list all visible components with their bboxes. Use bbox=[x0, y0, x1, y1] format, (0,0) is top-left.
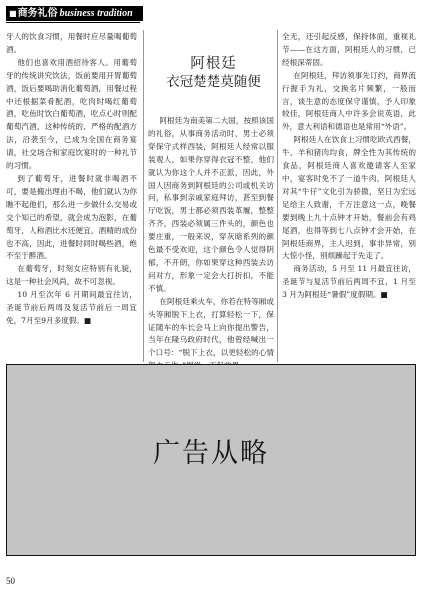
section-title-en: business tradition bbox=[59, 8, 133, 19]
column-divider bbox=[143, 30, 144, 362]
paragraph: 在葡萄牙，时刻女应特别有礼貌，这是一种社会风尚，故不可忽视。 bbox=[6, 264, 137, 287]
article-column-1 bbox=[6, 31, 137, 328]
paragraph: 在阿根廷，拜访须事先订约，商界流行握手为礼，交换名片频繁，一般而言，谈生意的态度保守谨慎，予人印象较佳，阿根廷商人中许多会说英语，此外，意大利语和德语也是常用“外语”。 bbox=[282, 70, 416, 132]
article-column-3 bbox=[282, 31, 416, 302]
page-number: 50 bbox=[6, 576, 15, 586]
advertisement-placeholder bbox=[6, 364, 416, 556]
advertisement-text: 广告从略 bbox=[153, 438, 269, 469]
header-rule bbox=[6, 22, 140, 23]
article-title bbox=[155, 55, 272, 91]
article-title-line2: 衣冠楚楚莫随便 bbox=[166, 74, 261, 90]
paragraph: 到了葡萄牙，进餐时就非喝酒不可，要是搬出理由不喝，他们就认为你瞧不起他们，那么进一步做什么交易或交个知己的希望，就会成为泡影，在葡萄牙，人称酒比水还便宜，酒精的成份也不高，因此，进餐时同时喝些酒，绝不至于醉酒。 bbox=[6, 173, 137, 261]
section-header bbox=[6, 6, 143, 21]
column-divider bbox=[277, 30, 278, 362]
paragraph: 10 月至次年 6 月期间最宜往访，圣诞节前后两周及复活节前后一周宜免，7月至9月多度假。■ bbox=[6, 290, 137, 325]
paragraph: 阿根廷为南美第二大国，按照该国的礼俗，从事商务活动时，男士必须穿保守式样西装，阿根廷人经常以服装观人，如果你穿得衣冠不整，他们就认为你这个人并不正派，因此，外国人因商务到阿根廷的公司或机关访问，私事到亲戚家庭拜访，甚至到餐厅吃饭，男士都必须西装革履，整整齐齐，西装必须属三件头的，颜色也要庄重，一般来说，穿灰暗系列的颜色最不受欢迎，这个颜色令人觉得阴郁，不开朗，你如果穿这种西装去访问对方，形象一定会大打折扣，不能不慎。 bbox=[148, 116, 274, 293]
paragraph: 全无，还引起反感，保持体面，重视礼节——在这方面，阿根廷人的习惯，已经根深蒂固。 bbox=[282, 32, 416, 67]
article-title-line1: 阿根廷 bbox=[190, 56, 237, 72]
paragraph: 阿根廷人在饮食上习惯吃欧式西餐，牛、羊和猪肉均食，牌全性为其传统的食品，阿根廷商人喜欢邀请客人至家中，宴客时免不了一道牛肉，阿根廷人对其“牛仔”文化引为骄傲，坚日为宏远足给主人致谢，千万注意这一点，晚餐要到晚上九十点钟才开始，餐前会有鸡尾酒，也得等到七八点钟才会开始，在阿根廷商界，主人迟到，事非异常，别大惊小怪，别烦躁起于先走了。 bbox=[282, 135, 416, 261]
paragraph: 牙人的饮食习惯，用餐时应尽量喝葡萄酒。 bbox=[6, 32, 137, 54]
section-title-cn: 商务礼俗 bbox=[17, 8, 58, 19]
square-bullet-icon: ■ bbox=[9, 9, 17, 18]
paragraph: 他们也喜欢用酒招待客人。用葡萄牙的传统讲究饮法，饭前要用开胃葡萄酒，饭后要喝助消化葡萄酒，用餐过程中还根据菜肴配酒，吃肉时喝红葡萄酒，吃鱼时饮白葡萄酒，吃点心时则配葡萄汽酒，这种传统的、严格的配酒方法，沿袭至今，已成为全国在商务宴请，社交场合和家庭饮宴时的一种礼节的习惯。 bbox=[6, 57, 137, 171]
article-column-2 bbox=[148, 115, 274, 373]
paragraph: 在阿根廷乘火车，你若在特等厢或头等厢脱下上衣，打算轻松一下，保证随车的车长会马上向你提出警告，当年在隆乌政府时代，他曾经喊出一个口号：“脱下上衣，以更轻松的心情 bbox=[148, 296, 274, 358]
paragraph: 商务活动，5 月至 11 月最宜往访，圣诞节与复活节前后两周不宜，1 月至 3 月为阿根廷“暑假”度假期。■ bbox=[282, 264, 416, 300]
